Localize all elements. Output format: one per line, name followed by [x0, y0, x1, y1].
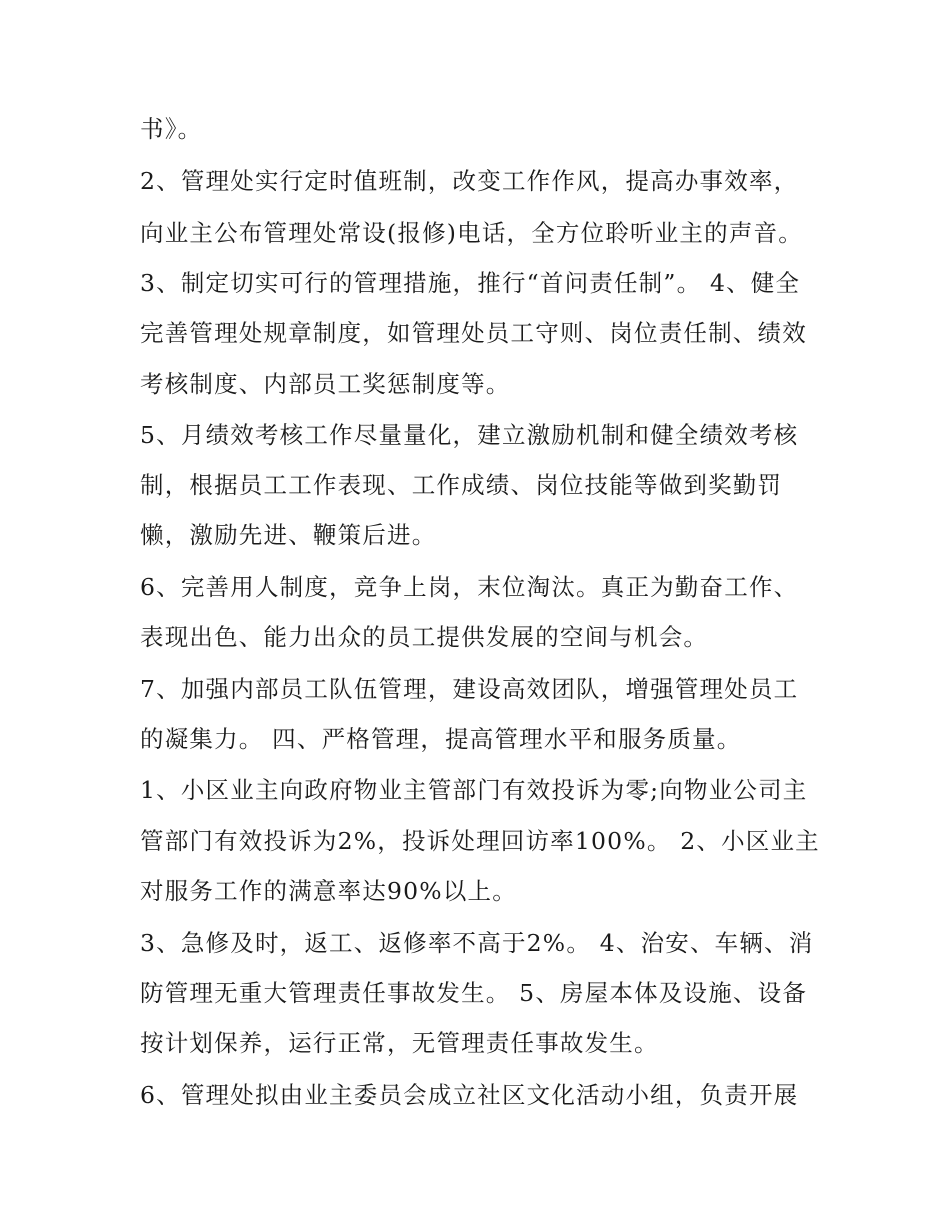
text-line: 制，根据员工工作表现、工作成绩、岗位技能等做到奖勤罚 [140, 471, 783, 499]
text-line: 7、加强内部员工队伍管理，建设高效团队，增强管理处员工 [140, 675, 799, 703]
text-line: 5、月绩效考核工作尽量量化，建立激励机制和健全绩效考核 [140, 421, 799, 449]
text-line: 3、制定切实可行的管理措施，推行“首问责任制”。 4、健全 [140, 269, 801, 297]
text-line: 完善管理处规章制度，如管理处员工守则、岗位责任制、绩效 [140, 319, 807, 347]
text-line: 书》。 [140, 115, 203, 143]
text-line: 向业主公布管理处常设(报修)电话，全方位聆听业主的声音。 [140, 219, 803, 247]
text-line: 对服务工作的满意率达90%以上。 [140, 877, 517, 905]
text-line: 按计划保养，运行正常，无管理责任事故发生。 [140, 1029, 659, 1057]
text-line: 1、小区业主向政府物业主管部门有效投诉为零;向物业公司主 [140, 776, 808, 804]
text-line: 2、管理处实行定时值班制，改变工作作风，提高办事效率， [140, 167, 799, 195]
text-line: 6、完善用人制度，竞争上岗，末位淘汰。真正为勤奋工作、 [140, 573, 799, 601]
text-line: 懒，激励先进、鞭策后进。 [140, 521, 437, 549]
text-line: 考核制度、内部员工奖惩制度等。 [140, 370, 511, 398]
text-line: 3、急修及时，返工、返修率不高于2%。 4、治安、车辆、消 [140, 929, 814, 957]
text-line: 防管理无重大管理责任事故发生。 5、房屋本体及设施、设备 [140, 979, 808, 1007]
text-line: 管部门有效投诉为2%，投诉处理回访率100%。 2、小区业主 [140, 827, 820, 855]
text-line: 6、管理处拟由业主委员会成立社区文化活动小组，负责开展 [140, 1081, 799, 1109]
text-line: 表现出色、能力出众的员工提供发展的空间与机会。 [140, 623, 709, 651]
text-line: 的凝集力。 四、严格管理，提高管理水平和服务质量。 [140, 725, 742, 753]
